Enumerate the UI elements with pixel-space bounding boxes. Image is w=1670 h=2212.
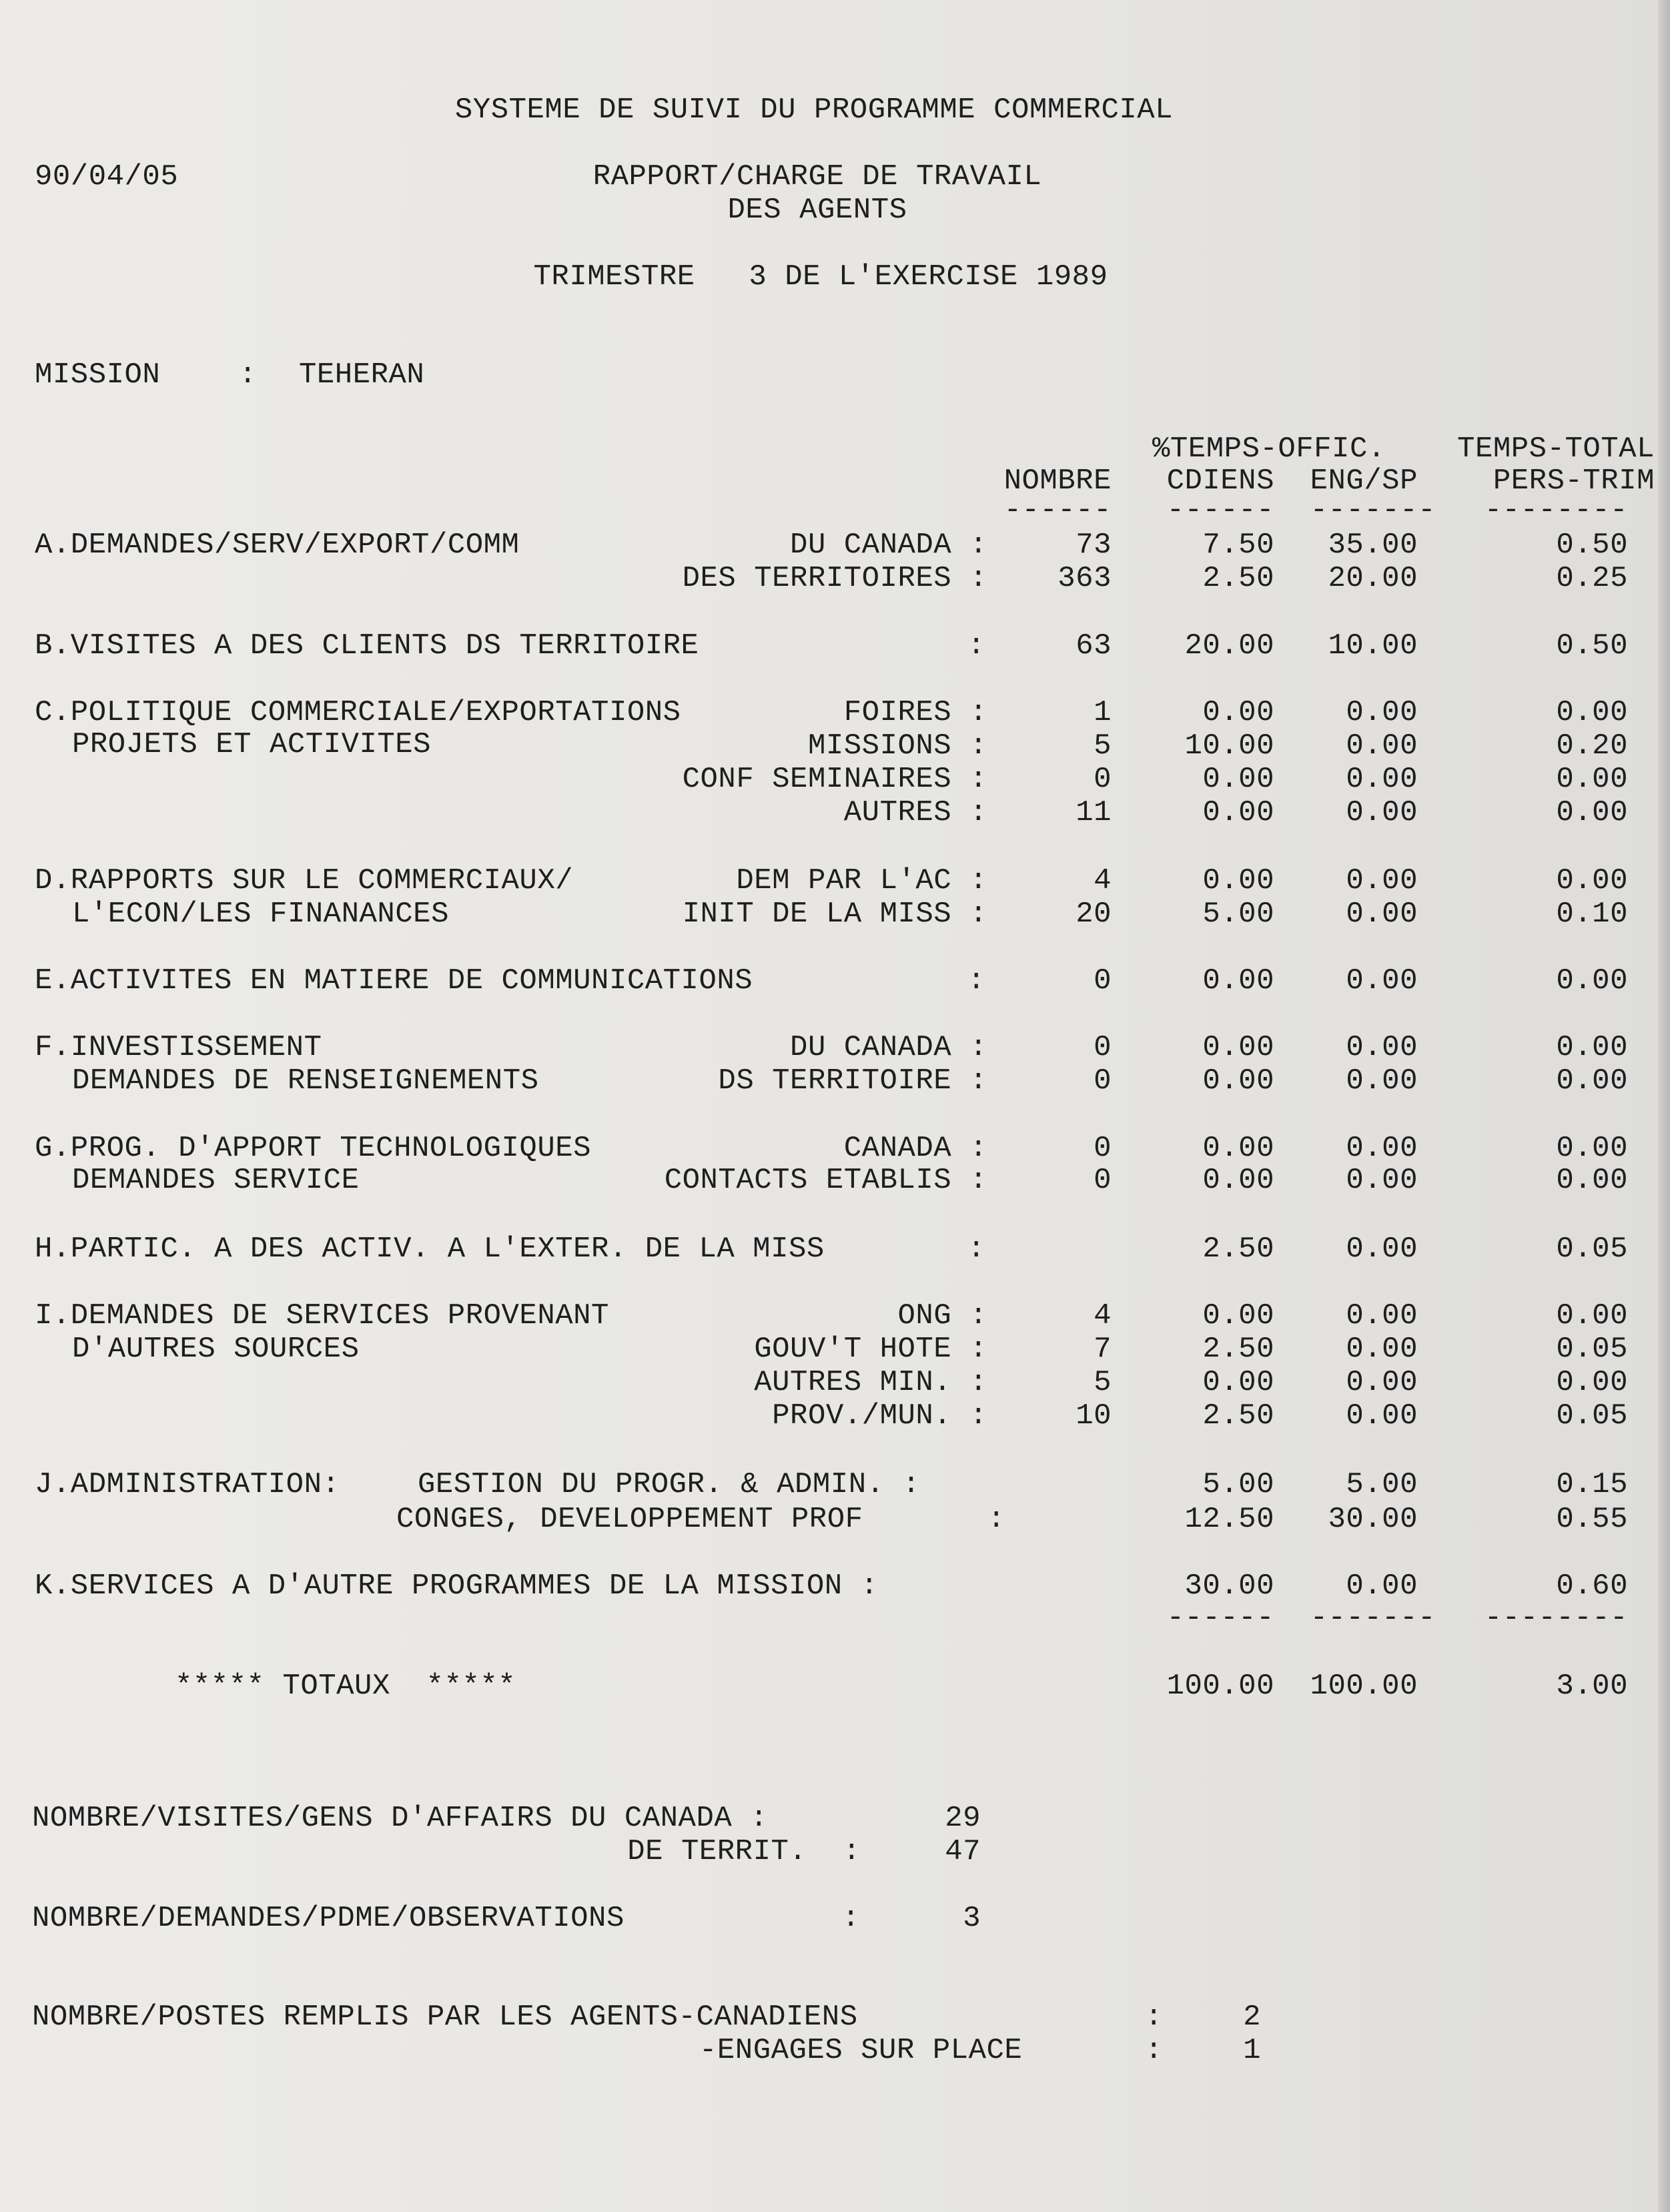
section-k-label: K.SERVICES A D'AUTRE PROGRAMMES DE LA MISSION : — [35, 1569, 879, 1603]
section-e-perstrim: 0.00 — [1556, 964, 1628, 998]
col-rule-perstrim: -------- — [1484, 494, 1628, 527]
col-rule-cdiens: ------ — [1166, 494, 1274, 527]
section-e-cdiens: 0.00 — [1202, 964, 1274, 998]
section-g-engsp: 0.00 — [1346, 1132, 1418, 1165]
section-f-nombre: 0 — [1094, 1064, 1112, 1098]
section-e-engsp: 0.00 — [1346, 964, 1418, 998]
section-i-nombre: 4 — [1094, 1299, 1112, 1333]
section-i-engsp: 0.00 — [1346, 1366, 1418, 1399]
section-c-engsp: 0.00 — [1346, 763, 1418, 796]
section-i-engsp: 0.00 — [1346, 1399, 1418, 1433]
section-d-sub: DEM PAR L'AC : — [736, 864, 987, 897]
report-title: SYSTEME DE SUIVI DU PROGRAMME COMMERCIAL — [454, 93, 1174, 127]
section-i-perstrim: 0.05 — [1556, 1399, 1628, 1433]
section-e-label: E.ACTIVITES EN MATIERE DE COMMUNICATIONS — [35, 964, 753, 998]
report-subtitle-line2: DES AGENTS — [727, 194, 907, 227]
section-a-engsp: 20.00 — [1328, 562, 1418, 595]
section-f-perstrim: 0.00 — [1556, 1031, 1628, 1064]
section-i-perstrim: 0.00 — [1556, 1366, 1628, 1399]
section-i-sub: GOUV'T HOTE : — [754, 1333, 987, 1366]
section-i-cdiens: 2.50 — [1202, 1333, 1274, 1366]
section-f-engsp: 0.00 — [1346, 1064, 1418, 1098]
section-d-nombre: 4 — [1094, 864, 1112, 897]
section-c-perstrim: 0.00 — [1556, 763, 1628, 796]
section-j-engsp: 30.00 — [1328, 1503, 1418, 1536]
section-h-engsp: 0.00 — [1346, 1232, 1418, 1266]
footer-postes-canadiens: 2 — [1243, 2000, 1261, 2034]
section-j-cdiens: 12.50 — [1184, 1503, 1274, 1536]
section-g-sub: CONTACTS ETABLIS : — [664, 1164, 987, 1197]
section-d-engsp: 0.00 — [1346, 897, 1418, 931]
section-b-perstrim: 0.50 — [1556, 629, 1628, 663]
section-i-sub: PROV./MUN. : — [772, 1399, 987, 1433]
section-a-perstrim: 0.25 — [1556, 562, 1628, 595]
section-k-engsp: 0.00 — [1346, 1569, 1418, 1603]
col-header-perstrim: PERS-TRIM — [1493, 464, 1655, 498]
section-i-nombre: 10 — [1076, 1399, 1112, 1433]
section-c-engsp: 0.00 — [1346, 796, 1418, 829]
col-header-cdiens: CDIENS — [1166, 464, 1274, 498]
section-e-separator: : — [967, 964, 985, 998]
section-i-label: I.DEMANDES DE SERVICES PROVENANT — [35, 1299, 609, 1333]
totals-label: ***** TOTAUX ***** — [175, 1670, 516, 1703]
section-f-label: F.INVESTISSEMENT — [35, 1031, 322, 1064]
section-g-cdiens: 0.00 — [1202, 1164, 1274, 1197]
col-rule-nombre: ------ — [1003, 494, 1112, 527]
col-header-nombre: NOMBRE — [1003, 464, 1112, 498]
section-i-engsp: 0.00 — [1346, 1299, 1418, 1333]
section-j-label: J.ADMINISTRATION: — [35, 1468, 340, 1501]
section-c-engsp: 0.00 — [1346, 696, 1418, 729]
section-b-engsp: 10.00 — [1328, 629, 1418, 663]
mission-separator: : — [239, 358, 257, 392]
col-header-engsp: ENG/SP — [1310, 464, 1418, 498]
footer-postes-place-label: -ENGAGES SUR PLACE — [699, 2034, 1023, 2067]
footer-demandes-separator: : — [842, 1902, 860, 1935]
footer-visites-canada: 29 — [945, 1802, 981, 1835]
section-f-sub: DS TERRITOIRE : — [718, 1064, 987, 1098]
totals-rule-cdiens: ------ — [1166, 1601, 1274, 1635]
section-f-sub: DU CANADA : — [790, 1031, 987, 1064]
section-a-perstrim: 0.50 — [1556, 528, 1628, 562]
col-rule-engsp: ------- — [1310, 494, 1436, 527]
section-g-perstrim: 0.00 — [1556, 1164, 1628, 1197]
section-j-separator: : — [987, 1503, 1005, 1536]
section-a-cdiens: 7.50 — [1202, 528, 1274, 562]
section-c-sub: CONF SEMINAIRES : — [682, 763, 987, 796]
section-g-cdiens: 0.00 — [1202, 1132, 1274, 1165]
mission-value: TEHERAN — [299, 358, 425, 392]
section-g-sub: CANADA : — [843, 1132, 987, 1165]
section-c-perstrim: 0.00 — [1556, 696, 1628, 729]
section-d-label2: L'ECON/LES FINANANCES — [72, 897, 449, 931]
section-c-cdiens: 10.00 — [1184, 729, 1274, 763]
section-c-nombre: 0 — [1094, 763, 1112, 796]
report-subtitle-line1: RAPPORT/CHARGE DE TRAVAIL — [592, 160, 1042, 194]
section-d-cdiens: 0.00 — [1202, 864, 1274, 897]
section-c-sub: AUTRES : — [843, 796, 987, 829]
section-b-label: B.VISITES A DES CLIENTS DS TERRITOIRE — [35, 629, 699, 663]
section-j-sub: CONGES, DEVELOPPEMENT PROF — [396, 1503, 863, 1536]
section-h-perstrim: 0.05 — [1556, 1232, 1628, 1266]
col-header-temps-offic: %TEMPS-OFFIC. — [1152, 432, 1386, 466]
section-g-label: G.PROG. D'APPORT TECHNOLOGIQUES — [35, 1132, 592, 1165]
section-a-engsp: 35.00 — [1328, 528, 1418, 562]
col-header-temps-total: TEMPS-TOTAL — [1457, 432, 1655, 466]
page-edge-shadow — [1658, 0, 1670, 2212]
mission-label: MISSION — [35, 358, 161, 392]
section-h-cdiens: 2.50 — [1202, 1232, 1274, 1266]
section-c-cdiens: 0.00 — [1202, 763, 1274, 796]
section-k-perstrim: 0.60 — [1556, 1569, 1628, 1603]
section-d-engsp: 0.00 — [1346, 864, 1418, 897]
section-i-engsp: 0.00 — [1346, 1333, 1418, 1366]
report-date: 90/04/05 — [35, 160, 179, 194]
footer-visites-label: NOMBRE/VISITES/GENS D'AFFAIRS DU CANADA : — [32, 1802, 769, 1835]
totals-rule-engsp: ------- — [1310, 1601, 1436, 1635]
section-i-cdiens: 2.50 — [1202, 1399, 1274, 1433]
footer-demandes-label: NOMBRE/DEMANDES/PDME/OBSERVATIONS — [32, 1902, 624, 1935]
section-c-label2: PROJETS ET ACTIVITES — [72, 728, 432, 761]
section-i-sub: AUTRES MIN. : — [754, 1366, 987, 1399]
section-b-separator: : — [967, 629, 985, 663]
section-f-nombre: 0 — [1094, 1031, 1112, 1064]
section-g-nombre: 0 — [1094, 1132, 1112, 1165]
section-d-label: D.RAPPORTS SUR LE COMMERCIAUX/ — [35, 864, 574, 897]
footer-postes-label: NOMBRE/POSTES REMPLIS PAR LES AGENTS-CANADIENS — [32, 2000, 858, 2034]
section-c-cdiens: 0.00 — [1202, 796, 1274, 829]
section-j-perstrim: 0.55 — [1556, 1503, 1628, 1536]
section-a-nombre: 363 — [1058, 562, 1112, 595]
section-d-cdiens: 5.00 — [1202, 897, 1274, 931]
section-c-sub: MISSIONS : — [807, 729, 987, 763]
section-j-sub: GESTION DU PROGR. & ADMIN. : — [418, 1468, 921, 1501]
section-i-perstrim: 0.05 — [1556, 1333, 1628, 1366]
section-d-sub: INIT DE LA MISS : — [682, 897, 987, 931]
section-g-perstrim: 0.00 — [1556, 1132, 1628, 1165]
section-g-label2: DEMANDES SERVICE — [72, 1164, 360, 1197]
section-e-nombre: 0 — [1094, 964, 1112, 998]
footer-postes-canadiens-separator: : — [1145, 2000, 1163, 2034]
section-i-cdiens: 0.00 — [1202, 1299, 1274, 1333]
section-a-sub: DES TERRITOIRES : — [682, 562, 987, 595]
report-period: TRIMESTRE 3 DE L'EXERCISE 1989 — [533, 260, 1108, 294]
section-h-label: H.PARTIC. A DES ACTIV. A L'EXTER. DE LA MISS — [35, 1232, 825, 1266]
section-k-cdiens: 30.00 — [1184, 1569, 1274, 1603]
footer-visites-territ-label: DE TERRIT. : — [627, 1835, 861, 1868]
section-d-nombre: 20 — [1076, 897, 1112, 931]
totals-rule-perstrim: -------- — [1484, 1601, 1628, 1635]
section-f-cdiens: 0.00 — [1202, 1031, 1274, 1064]
footer-visites-territ: 47 — [945, 1835, 981, 1868]
section-i-nombre: 7 — [1094, 1333, 1112, 1366]
section-j-cdiens: 5.00 — [1202, 1468, 1274, 1501]
section-f-engsp: 0.00 — [1346, 1031, 1418, 1064]
section-a-cdiens: 2.50 — [1202, 562, 1274, 595]
section-d-perstrim: 0.10 — [1556, 897, 1628, 931]
section-c-nombre: 11 — [1076, 796, 1112, 829]
section-c-cdiens: 0.00 — [1202, 696, 1274, 729]
totals-cdiens: 100.00 — [1166, 1670, 1274, 1703]
section-i-nombre: 5 — [1094, 1366, 1112, 1399]
section-g-nombre: 0 — [1094, 1164, 1112, 1197]
section-f-label2: DEMANDES DE RENSEIGNEMENTS — [72, 1064, 539, 1098]
section-i-label2: D'AUTRES SOURCES — [72, 1333, 360, 1366]
section-c-nombre: 1 — [1094, 696, 1112, 729]
section-a-nombre: 73 — [1076, 528, 1112, 562]
section-c-label: C.POLITIQUE COMMERCIALE/EXPORTATIONS — [35, 696, 681, 729]
section-c-sub: FOIRES : — [843, 696, 987, 729]
footer-postes-place-separator: : — [1145, 2034, 1163, 2067]
section-i-perstrim: 0.00 — [1556, 1299, 1628, 1333]
section-g-engsp: 0.00 — [1346, 1164, 1418, 1197]
section-i-cdiens: 0.00 — [1202, 1366, 1274, 1399]
footer-demandes-value: 3 — [963, 1902, 981, 1935]
section-b-cdiens: 20.00 — [1184, 629, 1274, 663]
totals-engsp: 100.00 — [1310, 1670, 1418, 1703]
section-d-perstrim: 0.00 — [1556, 864, 1628, 897]
footer-postes-place: 1 — [1243, 2034, 1261, 2067]
section-j-perstrim: 0.15 — [1556, 1468, 1628, 1501]
section-b-nombre: 63 — [1076, 629, 1112, 663]
section-i-sub: ONG : — [897, 1299, 987, 1333]
section-j-engsp: 5.00 — [1346, 1468, 1418, 1501]
section-f-cdiens: 0.00 — [1202, 1064, 1274, 1098]
section-c-perstrim: 0.20 — [1556, 729, 1628, 763]
section-c-engsp: 0.00 — [1346, 729, 1418, 763]
section-a-sub: DU CANADA : — [790, 528, 987, 562]
section-a-label: A.DEMANDES/SERV/EXPORT/COMM — [35, 528, 520, 562]
section-c-perstrim: 0.00 — [1556, 796, 1628, 829]
totals-perstrim: 3.00 — [1556, 1670, 1628, 1703]
section-h-separator: : — [967, 1232, 985, 1266]
section-c-nombre: 5 — [1094, 729, 1112, 763]
section-f-perstrim: 0.00 — [1556, 1064, 1628, 1098]
